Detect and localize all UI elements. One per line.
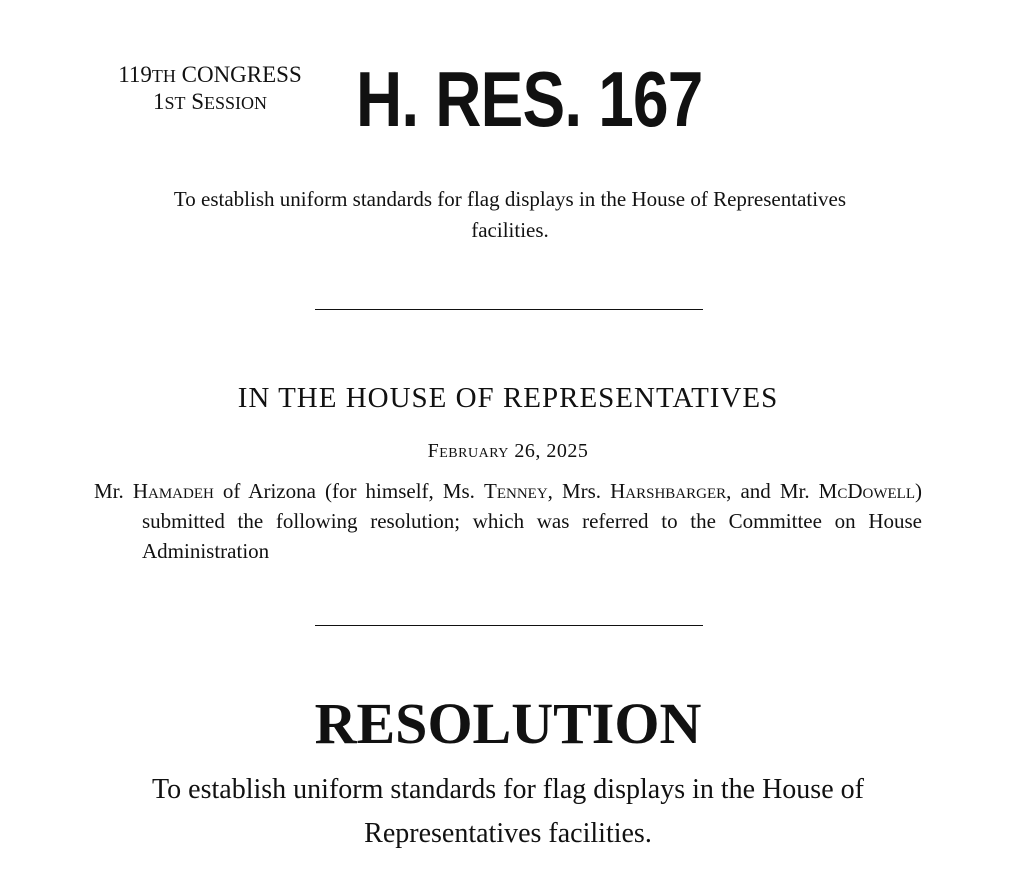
session-word-initial: S (191, 89, 205, 114)
session-suffix: ST (164, 93, 186, 113)
sponsor-text: Mr. (94, 479, 133, 503)
session-word-rest: ESSION (204, 93, 268, 113)
resolution-heading: RESOLUTION (314, 691, 702, 756)
congress-label (90, 62, 330, 89)
chamber-heading: IN THE HOUSE OF REPRESENTATIVES (237, 382, 779, 414)
congress-session-block (90, 62, 330, 116)
long-title: To establish uniform standards for flag displays in the House of Representatives facilities. (152, 774, 864, 849)
divider-rule (315, 309, 703, 310)
introduction-date: February 26, 2025 (427, 440, 589, 462)
sponsor-text: , and Mr. (726, 479, 819, 503)
short-title: To establish uniform standards for flag displays in the House of Representatives facilities. (173, 187, 847, 242)
divider-rule (315, 625, 703, 626)
congress-number: 119 (118, 62, 152, 87)
sponsor-text: , Mrs. (547, 479, 611, 503)
sponsor-name: Hamadeh (132, 479, 214, 503)
congress-suffix: TH (151, 66, 176, 86)
bill-number: H. RES. 167 (356, 55, 703, 143)
session-number: 1 (152, 89, 165, 114)
sponsor-text: of Arizona (for himself, Ms. (213, 479, 484, 503)
session-label (90, 89, 330, 116)
cosponsor-name: McDowell (818, 479, 915, 503)
cosponsor-name: Tenney (484, 479, 548, 503)
cosponsor-name: Harshbarger (610, 479, 727, 503)
sponsors-paragraph (94, 476, 922, 566)
congress-word: CONGRESS (181, 62, 302, 87)
sponsor-text: ) submitted the following resolution; which was referred to the Committee on House Administration (142, 479, 922, 563)
